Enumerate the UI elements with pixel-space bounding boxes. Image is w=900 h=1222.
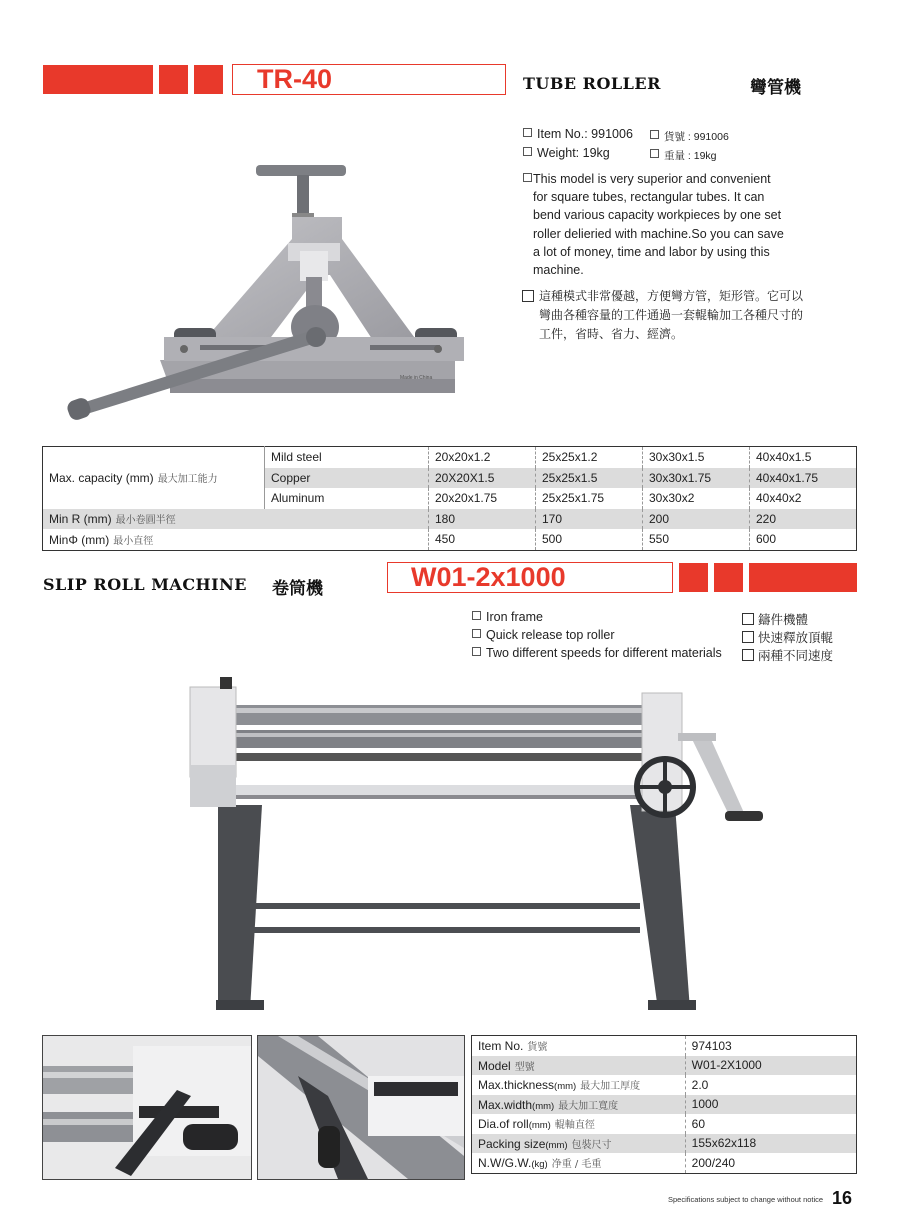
page-number: 16 <box>832 1188 853 1208</box>
table-cell: 20x20x1.2 <box>429 447 536 468</box>
spec-value: 974103 <box>685 1036 856 1056</box>
header-bar-mid1 <box>159 65 188 94</box>
w01-bar-3 <box>749 563 857 592</box>
w01-feature-3: Two different speeds for different materials <box>472 646 722 660</box>
spec-label: Item No. 貨號 <box>478 1039 548 1054</box>
table-cell: 30x30x2 <box>643 488 750 509</box>
spec-label: N.W/G.W.(kg) 净重 / 毛重 <box>478 1156 602 1171</box>
table-cell: 40x40x2 <box>750 488 857 509</box>
table-row <box>43 529 857 550</box>
tr40-description-cn: 這種模式非常優越，方便彎方管，矩形管。它可以 彎曲各種容量的工件通過一套輥輪加工各種尺寸的 工件，省時、省力、經濟。 <box>539 289 804 341</box>
w01-title-en: SLIP ROLL MACHINE <box>43 575 247 594</box>
detail-photo-1 <box>42 1035 252 1180</box>
table-cell: 25x25x1.75 <box>536 488 643 509</box>
table-cell: 20x20x1.75 <box>429 488 536 509</box>
svg-text:Made in China: Made in China <box>400 375 433 381</box>
w01-feature-cn-3: 兩種不同速度 <box>742 646 833 664</box>
tr40-title-cn: 彎管機 <box>750 78 801 98</box>
table-row <box>472 1036 857 1056</box>
table-row <box>472 1095 857 1115</box>
w01-spec-table <box>471 1035 857 1174</box>
table-cell: 550 <box>643 529 750 550</box>
table-cell: 600 <box>750 529 857 550</box>
table-row <box>472 1153 857 1173</box>
header-bar-left <box>43 65 153 94</box>
tr40-item-no-cn: 貨號 : 991006 <box>650 129 729 144</box>
material-label: Mild steel <box>271 450 322 465</box>
w01-title-cn: 卷筒機 <box>272 579 323 599</box>
table-cell: 170 <box>536 509 643 530</box>
table-cell: 220 <box>750 509 857 530</box>
w01-feature-cn-2: 快速釋放頂輥 <box>742 628 833 646</box>
table-cell: 25x25x1.5 <box>536 468 643 489</box>
table-cell: 40x40x1.75 <box>750 468 857 489</box>
table-cell: 25x25x1.2 <box>536 447 643 468</box>
tube-roller-image <box>60 155 470 435</box>
spec-label: Packing size(mm) 包裝尺寸 <box>478 1136 612 1151</box>
table-row <box>43 509 857 530</box>
w01-model-box <box>387 562 673 593</box>
tr40-item-no: Item No.: 991006 <box>523 127 633 141</box>
table-cell: 30x30x1.75 <box>643 468 750 489</box>
table-cell: 180 <box>429 509 536 530</box>
detail-photo-2 <box>257 1035 465 1180</box>
material-label: Copper <box>271 470 311 485</box>
tr40-weight: Weight: 19kg <box>523 146 610 160</box>
table-cell: 40x40x1.5 <box>750 447 857 468</box>
w01-model: W01-2x1000 <box>411 562 566 592</box>
w01-feature-1: Iron frame <box>472 610 543 624</box>
spec-value: 60 <box>685 1114 856 1134</box>
table-row <box>472 1114 857 1134</box>
capacity-label: Max. capacity (mm) 最大加工能力 <box>43 447 265 509</box>
tr40-model: TR-40 <box>257 64 333 94</box>
spec-value: 1000 <box>685 1095 856 1115</box>
spec-label: Max.thickness(mm) 最大加工厚度 <box>478 1078 641 1093</box>
table-row <box>472 1075 857 1095</box>
table-row <box>472 1134 857 1154</box>
spec-label: Dia.of roll(mm) 輥軸直徑 <box>478 1117 595 1132</box>
spec-label: Model 型號 <box>478 1058 535 1073</box>
slip-roll-machine-image <box>170 675 770 1020</box>
min-r-label: Min R (mm) 最小卷圓半徑 <box>49 512 176 527</box>
tr40-desc-cn-bullet <box>522 290 538 304</box>
table-cell: 450 <box>429 529 536 550</box>
spec-label: Max.width(mm) 最大加工寬度 <box>478 1097 619 1112</box>
table-cell: 500 <box>536 529 643 550</box>
tr40-title-en: TUBE ROLLER <box>523 74 661 93</box>
header-bar-mid2 <box>194 65 223 94</box>
material-label: Aluminum <box>271 491 325 506</box>
tr40-description-en: This model is very superior and convenient for square tubes, rectangular tubes. It can bend various capacity workpieces by one set roller delieried with machine.So you can save a lot of money, time and labor by using this machine. <box>533 172 784 278</box>
spec-value: 2.0 <box>685 1075 856 1095</box>
w01-bar-1 <box>679 563 708 592</box>
table-row <box>472 1056 857 1076</box>
spec-value: W01-2X1000 <box>685 1056 856 1076</box>
tr40-weight-cn: 重量 : 19kg <box>650 148 717 163</box>
w01-feature-2: Quick release top roller <box>472 628 615 642</box>
min-d-label: MinΦ (mm) 最小直徑 <box>49 532 154 547</box>
spec-value: 200/240 <box>685 1153 856 1173</box>
table-row <box>43 447 857 468</box>
spec-value: 155x62x118 <box>685 1134 856 1154</box>
footer-note: Specifications subject to change without notice <box>668 1195 824 1204</box>
tr40-capacity-table <box>42 446 857 551</box>
table-cell: 200 <box>643 509 750 530</box>
table-cell: 30x30x1.5 <box>643 447 750 468</box>
w01-bar-2 <box>714 563 743 592</box>
table-cell: 20X20X1.5 <box>429 468 536 489</box>
w01-feature-cn-1: 鑄件機體 <box>742 610 808 628</box>
tr40-model-box <box>232 64 506 95</box>
